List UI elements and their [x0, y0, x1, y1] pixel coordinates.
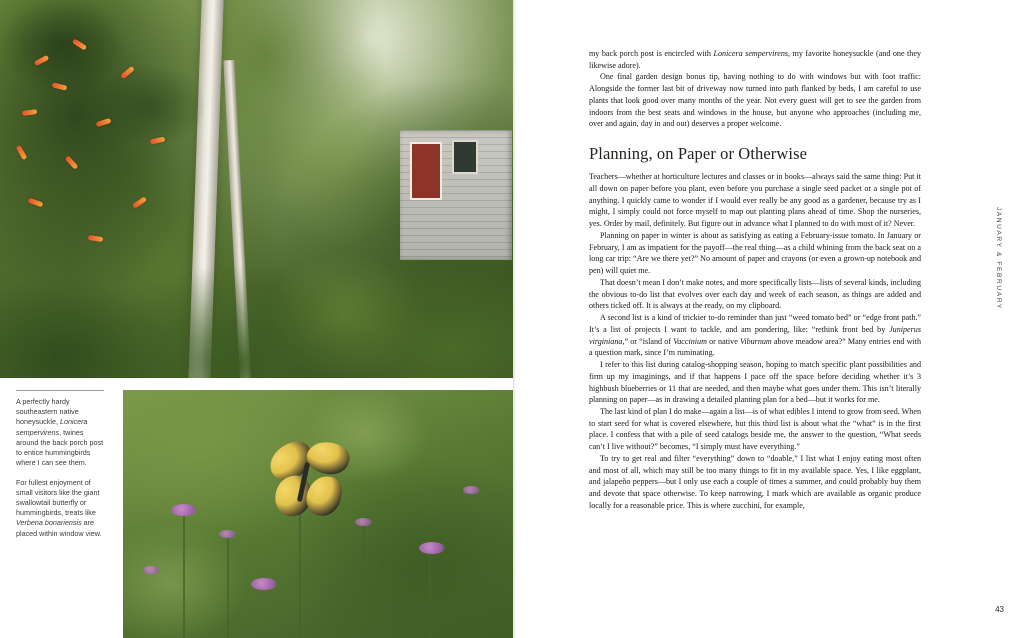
honeysuckle-vine-on-porch-post-photo [0, 0, 513, 378]
photo-caption-block [16, 390, 104, 548]
body-paragraph [589, 71, 921, 130]
photo-verbena-flower [463, 486, 480, 494]
body-text-run: Teachers—whether at horticulture lectures and classes or in books—always said the same thing: Put it all down on paper before you plant, even before you purchase a single seed packet or a single pot of anything. I quickly came to wonder if I would ever really be any good as a gardener, because try as I might, I simply could not force myself to map out planting plans ahead of time. Shop the nurseries, yes. Order by mail, definitely. But figure out in advance what I planned to do with most of it? Never. [589, 172, 921, 229]
photo-verbena-flower [419, 542, 445, 554]
body-paragraph [589, 453, 921, 512]
body-paragraph [589, 230, 921, 277]
caption-text-part: A perfectly hardy southeastern native honeysuckle, [16, 397, 79, 427]
body-text-run: or native [706, 336, 740, 346]
latin-name: Lonicera sempervirens [713, 49, 789, 58]
right-page [519, 0, 1020, 638]
caption-latin-name: Lonicera sempervirens [16, 417, 88, 437]
photo-verbena-stem [429, 548, 431, 638]
caption-rule [16, 390, 104, 391]
body-paragraph [589, 406, 921, 453]
swallowtail-butterfly-on-verbena-photo [123, 390, 513, 638]
body-text-run: A second list is a kind of trickier to-do reminder than just “weed tomato bed” or “edge front path.” It’s a list of projects I want to tackle, and am pondering, like: “rethink front bed by [589, 313, 921, 334]
body-text-run: To try to get real and filter “everything” down to “doable,” I list what I enjoy eating most often and most of all, which may still be too many things to fit in my available space. Yes, I like eggplant, and jalapeño peppers—but I only use each a couple of times a summer, and could probably buy them and devote that space otherwise. To keep narrowing, I mark which are available as organic produce locally for a reasonable price. This is where zucchini, for example, [589, 453, 921, 510]
photo-verbena-stem [227, 536, 229, 638]
body-text-run: One final garden design bonus tip, having nothing to do with windows but with foot traffic: Alongside the former last bit of driveway now turned into path flanked by beds, I am careful to use plants that look good over many months of the year. Not every guest will get to see the garden from indoors from the best seats and windows in the house, but anyone who approaches (including me, over and again, day in and out) deserves a proper welcome. [589, 72, 921, 129]
latin-name: Vaccinium [673, 336, 707, 346]
body-text-run: above meadow area?” Many entries end with a question mark, since I’m ruminating. [589, 336, 921, 358]
body-text-run: The last kind of plan I do make—again a list—is of what edibles I intend to grow from seed. When to start seed for what is covered elsewhere, but this third list is about what the “what” is in the first place. I confess that with a pile of seed catalogs beside me, the answer to the question, “What seeds can’t I live without?” becomes, “I simply must have everything.” [589, 406, 921, 452]
body-text-run: That doesn’t mean I don’t make notes, and more specifically lists—lists of several kinds, including the obvious to-do list that evolves over each day and week of each season, as things are added and others ticked off. It is always at the ready, on my clipboard. [589, 277, 921, 311]
photo-verbena-flower [143, 566, 160, 574]
running-head: JANUARY & FEBRUARY [995, 206, 1002, 310]
caption-text-part: For fullest enjoyment of small visitors like the giant swallowtail butterfly or hummingbirds, treats like [16, 477, 100, 518]
body-paragraph [589, 277, 921, 312]
body-paragraph [589, 171, 921, 230]
body-text-column [589, 48, 921, 512]
photo-verbena-stem [183, 510, 185, 638]
caption-latin-name: Verbena bonariensis [16, 518, 82, 528]
photo-verbena-stem [363, 524, 365, 638]
caption-paragraph-2 [16, 478, 104, 539]
page-number: 43 [995, 605, 1004, 614]
section-heading: Planning, on Paper or Otherwise [589, 144, 808, 164]
body-paragraph [589, 312, 921, 359]
photo-foreground-foliage [0, 0, 513, 378]
photo-verbena-flower [171, 504, 197, 516]
photo-verbena-flower [251, 578, 277, 590]
caption-paragraph-1 [16, 397, 104, 469]
body-text-run: my back porch post is encircled with [589, 49, 714, 58]
body-paragraph [589, 48, 921, 71]
body-text-run: Planning on paper in winter is about as satisfying as eating a February-issue tomato. In January or February, I am as impatient for the payoff—the real thing—as a child whining from the back seat on a long car trip: “Are we there yet?” No amount of paper and crayons (or even a grown-up notebook and pen) will quiet me. [589, 230, 921, 276]
body-paragraph [589, 359, 921, 406]
photo-verbena-flower [355, 518, 372, 526]
body-text-run: I refer to this list during catalog-shopping season, hoping to match specific plant possibilities and firm up my imaginings, and if that happens I pace off the space before deciding whether it’s 3 highbush blueberries or 11 that are needed, and then maybe what goes under them. This isn’t literally planning on paper—as in drawing a detailed planting plan for a bed—but it works for me. [589, 360, 921, 405]
body-text-run: ,” or “island of [622, 336, 674, 346]
body-text-run: , my favorite honeysuckle (and one they likewise adore). [589, 49, 921, 70]
latin-name: Viburnum [740, 336, 772, 346]
caption-text-part: are placed within window view. [16, 518, 102, 538]
latin-name: Juniperus virginiana [589, 324, 921, 346]
caption-text-part: , twines around the back porch post to entice hummingbirds where I can see them. [16, 427, 104, 468]
photo-verbena-stem [299, 494, 301, 638]
photo-verbena-flower [219, 530, 236, 538]
